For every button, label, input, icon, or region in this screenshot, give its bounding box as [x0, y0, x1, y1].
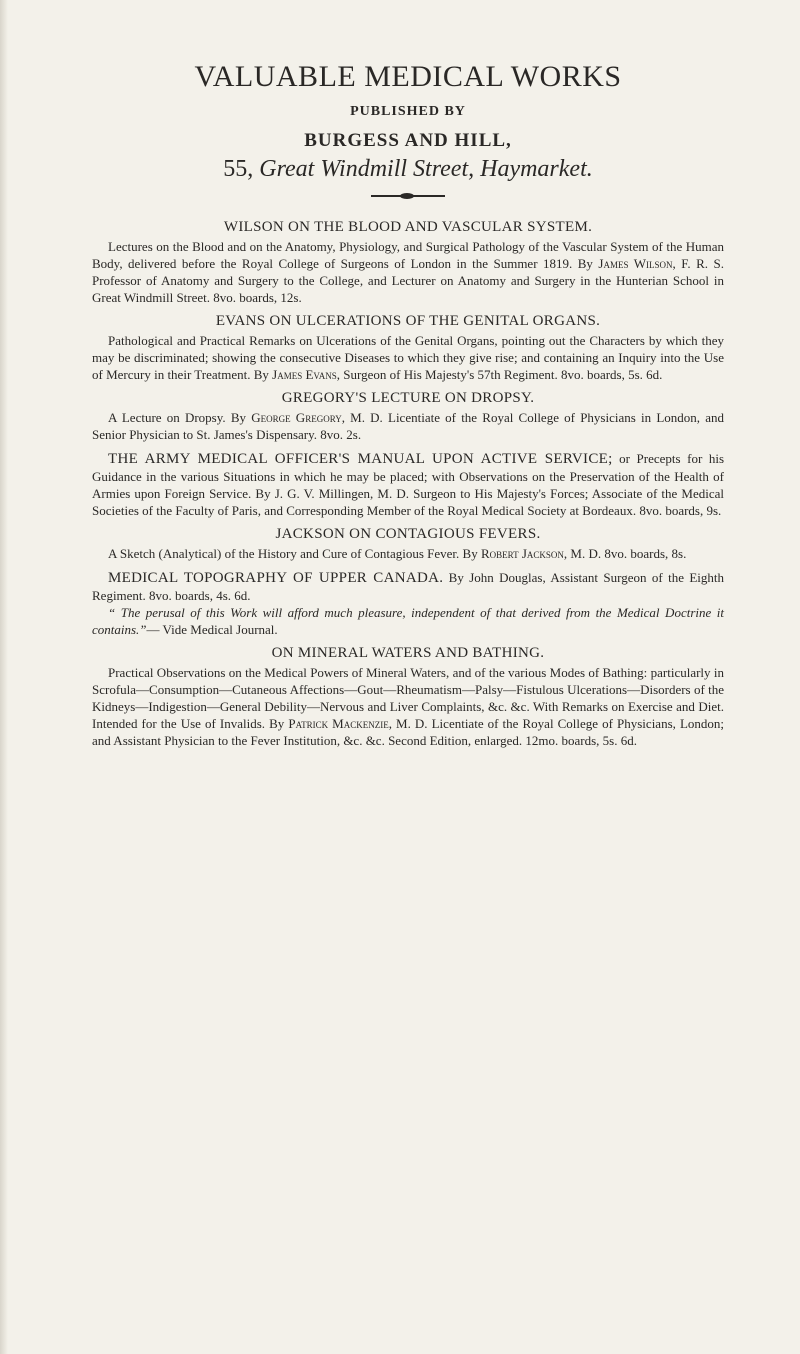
entry-title: THE ARMY MEDICAL OFFICER'S MANUAL UPON ACTIVE SERVICE;: [108, 451, 613, 467]
entry-description: [92, 545, 724, 562]
entry-text: or Precepts for his Guidance in the various Situations in which he may be placed; with Observations on the Preservation of the Health of Armies upon Foreign Service. By: [92, 451, 725, 501]
entry-description: [92, 664, 724, 749]
entry-description: [92, 409, 724, 443]
entry-title: EVANS ON ULCERATIONS OF THE GENITAL ORGANS.: [215, 313, 601, 329]
entry-title: GREGORY'S LECTURE ON DROPSY.: [281, 390, 535, 406]
entry-description: [92, 332, 724, 383]
entry-text: A Sketch (Analytical) of the History and Cure of Contagious Fever. By: [108, 546, 481, 561]
entry-description: [92, 569, 724, 604]
entry-text: , M. D. Licentiate of the Royal College of Physicians in London, and Senior Physician to St. James's Dispensary. 8vo. 2s.: [92, 410, 724, 442]
book-entry-jackson: [92, 526, 724, 562]
entry-text: Pathological and Practical Remarks on Ulcerations of the Genital Organs, pointing out the Characters by which they may be discriminated; showing the consecutive Diseases to which they give rise; and containing an Inquiry into the Use of Mercury in their Treatment. By: [92, 333, 724, 382]
entry-text: , F. R. S. Professor of Anatomy and Surgery to the College, and Lecturer on Anatomy and Surgery in the Hunterian School in Great Windmill Street. 8vo. boards, 12s.: [92, 256, 724, 305]
entry-description: [92, 238, 724, 306]
entry-text: , Surgeon of His Majesty's 57th Regiment. 8vo. boards, 5s. 6d.: [336, 367, 663, 382]
published-by-line: PUBLISHED BY: [350, 104, 466, 119]
entry-author: John Douglas: [469, 570, 543, 585]
entry-title: JACKSON ON CONTAGIOUS FEVERS.: [275, 526, 541, 542]
entry-text: , M. D. Licentiate of the Royal College of Physicians, London; and Assistant Physician to the Fever Institution, &c. &c. Second Edition, enlarged. 12mo. boards, 5s. 6d.: [92, 716, 725, 748]
entry-text: By: [448, 570, 470, 585]
entry-text: , Assistant Surgeon of the Eighth Regiment. 8vo. boards, 4s. 6d.: [92, 570, 724, 603]
address-street: Great Windmill Street, Haymarket.: [259, 156, 593, 182]
entry-text: Lectures on the Blood and on the Anatomy, Physiology, and Surgical Pathology of the Vascular System of the Human Body, delivered before the Royal College of Surgeons of London in the Summer 1819. By: [92, 239, 724, 271]
entry-title: MEDICAL TOPOGRAPHY OF UPPER CANADA.: [108, 570, 444, 586]
entry-quote-source: — Vide Medical Journal.: [146, 622, 278, 637]
entry-text: A Lecture on Dropsy. By: [108, 410, 252, 425]
entry-text: Practical Observations on the Medical Powers of Mineral Waters, and of the various Modes of Bathing: particularly in Scrofula—Consumption—Cutaneous Affections—Gout—Rheumatism—Palsy—Fistulous Ulcerations—Disorders of the Kidneys—Indigestion—General Debility—Nervous and Liver Complaints, &c. &c. With Remarks on Exercise and Diet. Intended for the Use of Invalids. By: [92, 665, 724, 731]
entry-text: , M. D. 8vo. boards, 8s.: [563, 546, 687, 561]
publisher-address: [92, 156, 724, 183]
entry-quote: “ The perusal of this Work will afford much pleasure, independent of that derived from the Medical Doctrine it contains.”: [92, 605, 724, 637]
entry-author: George Gregory: [251, 410, 342, 425]
book-entry-mackenzie: [92, 645, 724, 749]
book-entry-evans: [92, 313, 724, 383]
entry-author: James Evans: [272, 367, 337, 382]
publisher-name: BURGESS AND HILL,: [304, 130, 512, 151]
book-entry-wilson: [92, 219, 724, 306]
entry-title: ON MINERAL WATERS AND BATHING.: [271, 645, 545, 661]
address-number: 55,: [223, 156, 254, 182]
entry-review: [92, 604, 724, 638]
book-entry-douglas: [92, 569, 724, 638]
entry-author: Robert Jackson: [480, 546, 564, 561]
entry-text: , M. D. Surgeon to His Majesty's Forces; Associate of the Medical Societies of the Faculty of Paris, and Corresponding Member of the Royal Medical Society at Bordeaux. 8vo. boards, 9s.: [92, 486, 724, 518]
book-entry-army-manual: [92, 450, 724, 519]
entry-title: WILSON ON THE BLOOD AND VASCULAR SYSTEM.: [223, 219, 593, 235]
advertisement-page: [92, 60, 724, 756]
entry-author: Patrick Mackenzie: [288, 716, 389, 731]
entry-author: J. G. V. Millingen: [274, 486, 371, 501]
entry-author: James Wilson: [598, 256, 673, 271]
binding-shadow: [0, 0, 8, 1354]
book-entry-gregory: [92, 390, 724, 443]
page-title: VALUABLE MEDICAL WORKS: [194, 60, 622, 93]
ornamental-rule: [371, 195, 445, 197]
entry-description: [92, 450, 724, 519]
